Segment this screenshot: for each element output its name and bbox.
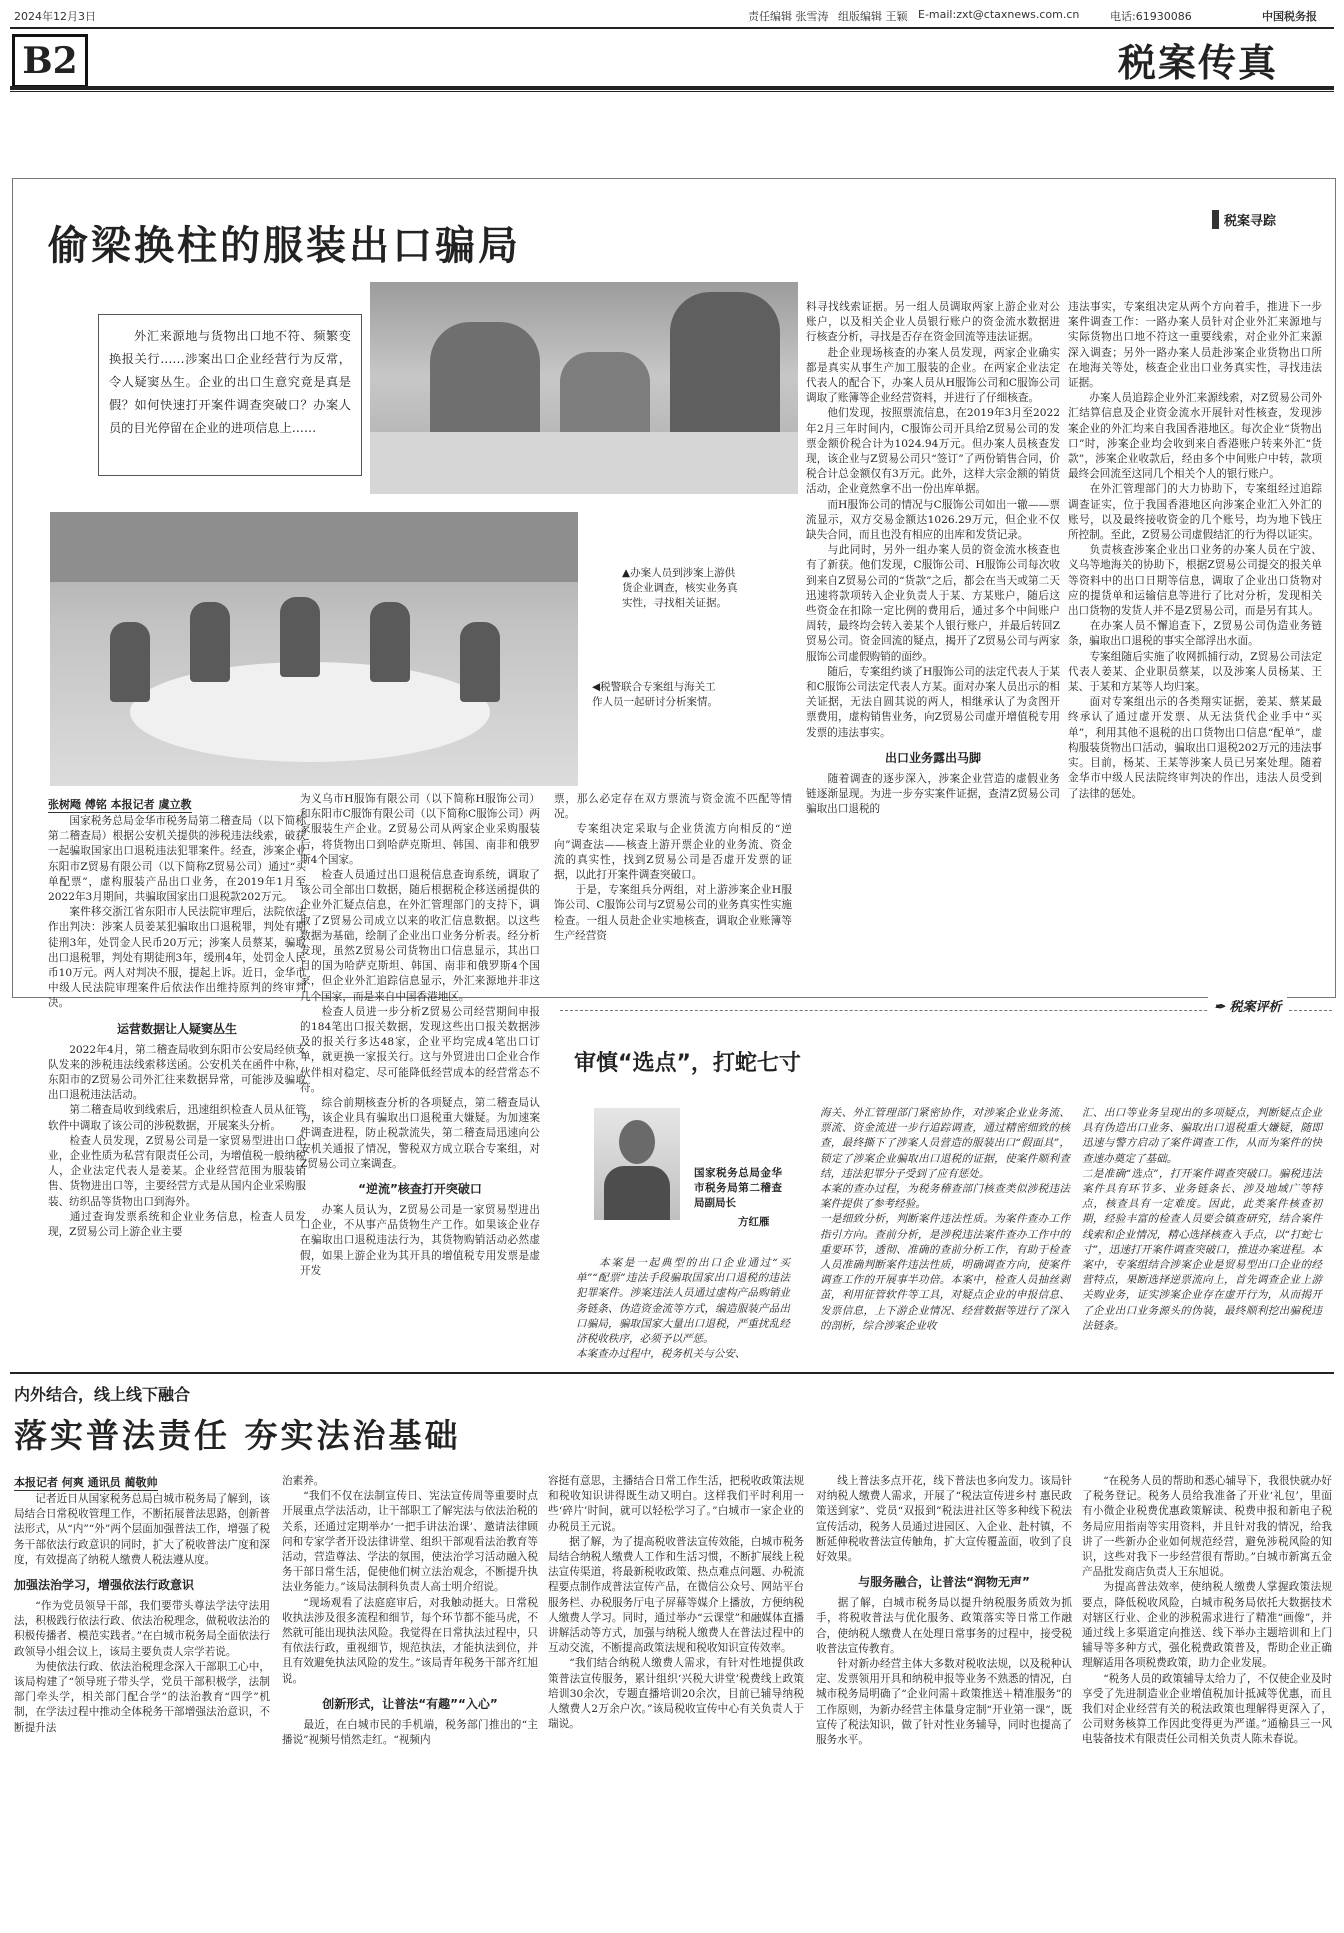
paragraph: 综合前期核查分析的各项疑点，第二稽查局认为，该企业具有骗取出口退税重大嫌疑。为加速案件调查进程，防止税款流失，第二稽查局迅速向公安机关通报了情况，警税双方成立联合专案组，对Z贸易公司立案调查。: [300, 1097, 540, 1170]
paragraph: 随后，专案组约谈了H服饰公司的法定代表人于某和C服饰公司法定代表人方某。面对办案人员出示的相关证据，无法自圆其说的两人，相继承认了为贪图开票费用，虚构销售业务，向Z贸易公司虚开增值税专用发票的违法事实。: [806, 665, 1060, 739]
paragraph: 专案组随后实施了收网抓捕行动，Z贸易公司法定代表人姜某、企业职员蔡某，以及涉案人员杨某、王某、于某和方某等人均归案。: [1068, 650, 1322, 694]
newspaper-name: 中国税务报: [1262, 10, 1317, 23]
page-number-box: [12, 34, 88, 88]
paragraph: 检查人员通过出口退税信息查询系统，调取了该公司全部出口数据，随后根据税企移送函提供的企业外汇疑点信息，在外汇管理部门的支持下，调取了Z贸易公司成立以来的收汇信息数据。以这些数据为基础，绘制了企业出口业务分析表。经分析发现，虽然Z贸易公司货物出口信息显示，其出口目的国为哈萨克斯坦、韩国、南非和俄罗斯4个国家，但企业外汇追踪信息显示，外汇来源地并非这几个国家，而是来自中国香港地区。: [300, 869, 540, 1003]
issue-date: 2024年12月3日: [14, 10, 96, 23]
paragraph: 负责核查涉案企业出口业务的办案人员在宁波、义乌等地海关的协助下，根据Z贸易公司提交的报关单等资料中的出口日期等信息，调取了企业出口货物对应的提货单和运输信息等进行了比对分析，发现相关出口货物的发货人并不是Z贸易公司，而是另有其人。: [1068, 544, 1322, 618]
article2-column-3: [548, 1474, 804, 1924]
column-tag: 税案寻踪: [1212, 210, 1276, 229]
subheading: 运营数据让人疑窦丛生: [116, 1021, 237, 1036]
lead-text: 外汇来源地与货物出口地不符、频繁变换报关行……涉案出口企业经营行为反常，令人疑窦丛生。企业的出口生意究竟是真是假？如何快速打开案件调查突破口？办案人员的目光停留在企业的进项信息上……: [109, 329, 351, 435]
article-column-1: [48, 814, 306, 1354]
paragraph: 检查人员进一步分析Z贸易公司经营期间申报的184笔出口报关数据，发现这些出口报关数据涉及的报关行多达48家，企业平均完成4笔出口订单，就更换一家报关行。这与外贸进出口企业合作伙伴相对稳定、尽可能降低经营成本的经营常态不符。: [300, 1005, 540, 1094]
page-number: B2: [22, 40, 78, 82]
paragraph: 第二稽查局收到线索后，迅速组织检查人员从征管软件中调取了该公司的涉税数据，开展案头分析。: [48, 1104, 306, 1132]
subheading: 出口业务露出马脚: [884, 750, 981, 765]
photo-caption-2: ◀税警联合专案组与海关工作人员一起研讨分析案情。: [592, 681, 718, 708]
article-column-5: [1068, 300, 1322, 988]
layout-editor: 组版编辑 王颖: [838, 10, 908, 23]
editor-phone: 电话:61930086: [1110, 10, 1192, 23]
paragraph: “我们结合纳税人缴费人需求，有针对性地提供政策普法宣传服务，累计组织‘兴税大讲堂’税费线上政策培训30余次，专题直播培训20余次，目前已辅导纳税人缴费人2万余户次。”该局税收宣传中心有关负责人于瑞说。: [548, 1657, 804, 1731]
paragraph: 2022年4月，第二稽查局收到东阳市公安局经侦支队发来的涉税违法线索移送函。公安机关在函件中称，东阳市的Z贸易公司外汇往来数据异常，可能涉及骗取出口退税违法活动。: [48, 1043, 306, 1102]
paragraph: 与此同时，另外一组办案人员的资金流水核查也有了新获。他们发现，C服饰公司、H服饰公司每次收到来自Z贸易公司的“货款”之后，都会在当天或第二天迅速将款项转入企业负责人于某、方某账户，随后这些资金在扣除一定比例的费用后，通过多个中间账户周转，最终均会转入姜某个人银行账户，并最后转回Z贸易公司。资金回流的疑点，揭开了Z贸易公司与两家服饰公司虚假购销的面纱。: [806, 544, 1060, 663]
header-rule: [10, 27, 1334, 29]
subheading: 与服务融合，让普法“润物无声”: [858, 1575, 1030, 1590]
editor-email: E-mail:zxt@ctaxnews.com.cn: [918, 8, 1080, 21]
paragraph: 料寻找线索证据。另一组人员调取两家上游企业对公账户，以及相关企业人员银行账户的资金流水数据进行核查分析，寻找是否存在资金回流等违法证据。: [806, 301, 1060, 344]
paragraph: “我们不仅在法制宣传日、宪法宣传周等重要时点开展重点学法活动，让干部职工了解宪法与依法治税的关系，还通过定期举办‘一把手讲法治课’、邀请法律顾问和专家学者开设法律讲堂、组织干部观看法治教育等活动，营造尊法、学法的氛围，使法治学习活动融入税务干部日常生活，促使他们树立法治观念，不断提升执法业务能力。”该局法制科负责人高士明介绍说。: [282, 1490, 538, 1594]
photo-investigation: [370, 282, 798, 494]
paragraph: 容挺有意思，主播结合日常工作生活，把税收政策法规和税收知识讲得既生动又明白。这样我们平时利用一些‘碎片’时间，就可以轻松学习了。”白城市一家企业的办税员王元说。: [548, 1475, 804, 1533]
article2-column-5: [1082, 1474, 1332, 1924]
subheading: 创新形式，让普法“有趣”“入心”: [322, 1696, 498, 1711]
commentary-tag: [1208, 996, 1287, 1015]
article2-column-2: [282, 1474, 538, 1924]
paragraph: 于是，专案组兵分两组，对上游涉案企业H服饰公司、C服饰公司与Z贸易公司的业务真实性实施检查。一组人员赴企业实地核查，调取企业账簿等生产经营资: [554, 884, 792, 942]
paragraph: 在外汇管理部门的大力协助下，专案组经过追踪调查证实，位于我国香港地区向涉案企业汇入外汇的账号，以及最终接收资金的几个账号，均为地下钱庄所控制。至此，Z贸易公司虚假结汇的行为得以证实。: [1068, 483, 1322, 542]
paragraph: 汇、出口等业务呈现出的多项疑点，判断疑点企业具有伪造出口业务、骗取出口退税重大嫌疑，随即迅速与警方启动了案件调查工作，从而为案件的快查速办奠定了基础。 二是准确“选点”，打开案件调查突破口。骗税违法案件具有环节多、业务链条长、涉及地域广等特点，核查具有一定难度。因此，此类案件核查初期，经验丰富的检查人员要会镇查研究，结合案件线索和企业情况，精心选择核查入手点，以“打蛇七寸”，迅速打开案件调查突破口，推进办案进程。本案中，专案组结合涉案企业是贸易型出口企业的经营特点，果断选择逆票流向上，首先调查企业上游关购业务，证实涉案企业存在虚开行为，从而揭开了企业出口业务源头的伪装，最终顺利挖出骗税违法链条。: [1082, 1107, 1322, 1332]
paragraph: 治素养。: [282, 1475, 325, 1487]
paragraph: 针对新办经营主体大多数对税收法规，以及税种认定、发票领用开具和纳税申报等业务不熟悉的情况，白城市税务局明确了“企业问需＋政策推送＋精准服务”的工作原则，为新办经营主体量身定制“开业第一课”，既宣传了税法知识，做了针对性业务辅导，同时也提高了服务水平。: [816, 1658, 1072, 1747]
subheading: “逆流”核查打开突破口: [358, 1182, 482, 1197]
paragraph: 赴企业现场核查的办案人员发现，两家企业确实都是真实从事生产加工服装的企业。在两家企业法定代表人的配合下，办案人员从H服饰公司和C服饰公司调取了账簿等企业经营资料，并进行了仔细核查。: [806, 346, 1060, 405]
paragraph: 为义乌市H服饰有限公司（以下简称H服饰公司）和东阳市C服饰有限公司（以下简称C服饰公司）两家服装生产企业。Z贸易公司从两家企业采购服装后，将货物出口到哈萨克斯坦、韩国、南非和俄罗斯4个国家。: [300, 793, 540, 866]
article-column-2: [300, 792, 540, 1358]
paragraph: 专案组决定采取与企业货流方向相反的“逆向”调查法——核查上游开票企业的业务流、资金流的真实性，找到Z贸易公司是否虚开发票的证据，以此打开案件调查突破口。: [554, 823, 792, 882]
commentary-column-3: [1082, 1106, 1322, 1356]
photo-figure: [110, 622, 150, 702]
article2-byline: 本报记者 何爽 通讯员 蔺敬帅: [14, 1476, 158, 1489]
author-photo: [594, 1108, 680, 1220]
paragraph: 而H服饰公司的情况与C服饰公司如出一辙——票流显示，双方交易金额达1026.29万元，但企业不仅缺失合同，而且也没有相应的出库和发货记录。: [806, 498, 1060, 542]
paragraph: “作为党员领导干部，我们要带头尊法学法守法用法，积极践行依法行政、依法治税理念，做税收法治的积极传播者、模范实践者。”在白城市税务局全面依法行政领导小组会议上，该局主要负责人宗学若说。: [14, 1600, 270, 1658]
author-shoulders: [604, 1166, 670, 1220]
author-name: 方红雁: [738, 1216, 770, 1228]
paragraph: 本案是一起典型的出口企业通过“买单”“配票”违法手段骗取国家出口退税的违法犯罪案件。涉案违法人员通过虚构产品购销业务链条、伪造资金流等方式，编造服装产品出口骗局，骗取国家大量出口退税，严重扰乱经济税收秩序，必须予以严惩。 本案查办过程中，税务机关与公安、: [576, 1257, 790, 1361]
article2-column-1: [14, 1492, 270, 1922]
commentary-title: 审慎“选点”，打蛇七寸: [574, 1051, 801, 1076]
subheading: 加强法治学习，增强依法行政意识: [14, 1578, 195, 1593]
byline: 张树飏 傅铭 本报记者 虞立教: [48, 798, 192, 811]
article2-title: 落实普法责任 夯实法治基础: [14, 1416, 461, 1455]
article-column-3: [554, 792, 792, 988]
paragraph: 案件移交浙江省东阳市人民法院审理后，法院依法作出判决：涉案人员姜某犯骗取出口退税罪，判处有期徒刑3年，处罚金人民币20万元；涉案人员蔡某，骗取出口退税罪，判处有期徒刑3年，缓刑4年，处罚金人民币10万元。两人对判决不服，提起上诉。近日，金华市中级人民法院审理案件后依法作出维持原判的终审判决。: [48, 906, 306, 1010]
article-column-4: [806, 300, 1060, 988]
photo-figure: [190, 602, 230, 682]
paragraph: 随着调查的逐步深入，涉案企业营造的虚假业务链逐渐显现。为进一步夯实案件证据，查清Z贸易公司骗取出口退税的: [806, 772, 1060, 816]
article-title: 偷梁换柱的服装出口骗局: [48, 223, 521, 269]
author-head: [619, 1120, 655, 1164]
paragraph: 通过查询发票系统和企业业务信息，检查人员发现，Z贸易公司上游企业主要: [48, 1210, 306, 1239]
section-name: 税案传真: [1118, 40, 1279, 85]
photo-desk: [370, 432, 798, 494]
paragraph: 在办案人员不懈追查下，Z贸易公司伪造业务链条，骗取出口退税的事实全部浮出水面。: [1068, 620, 1322, 648]
paragraph: 他们发现，按照票流信息，在2019年3月至2022年2月三年时间内，C服饰公司开具给Z贸易公司的发票金额价税合计为1024.94万元。但办案人员核查发现，该企业与Z贸易公司只“签订”了两份销售合同，价税合计总金额仅有3万元。此外，这样大宗金额的销货活动，企业竟然拿不出一份出库单据。: [806, 407, 1060, 496]
paragraph: 办案人员追踪企业外汇来源线索，对Z贸易公司外汇结算信息及企业资金流水开展针对性核查，发现涉案企业的外汇均来自我国香港地区。每次企业“货物出口”时，涉案企业均会收到来自香港账户转来外汇“货款”，涉案企业收款后，经由多个中间账户中转，款项最终会回流至这同几个相关个人的银行账户。: [1068, 392, 1322, 481]
header-thin-rule: [10, 91, 1334, 92]
paragraph: 票，那么必定存在双方票流与资金流不匹配等情况。: [554, 793, 792, 821]
paragraph: 为提高普法效率，使纳税人缴费人掌握政策法规要点，降低税收风险，白城市税务局依托大数据技术对辖区行业、企业的涉税需求进行了精准“画像”，并通过线上多渠道定向推送、线下举办主题培训和上门辅导等多种方式，强化税费政策普及，帮助企业正确理解适用各项税费政策，助力企业发展。: [1082, 1581, 1332, 1670]
photo-wall: [50, 512, 578, 582]
author-org: 国家税务总局金华市税务局第二稽查局副局长: [694, 1167, 782, 1209]
lead-box: [98, 314, 362, 476]
article2-kicker: 内外结合，线上线下融合: [14, 1385, 191, 1404]
commentary-tag-label: 税案评析: [1229, 1000, 1282, 1015]
section-divider: [10, 1372, 1334, 1374]
paragraph: 国家税务总局金华市税务局第二稽查局（以下简称第二稽查局）根据公安机关提供的涉税违法线索，破获一起骗取国家出口退税违法犯罪案件。经查，涉案企业东阳市Z贸易有限公司（以下简称Z贸易公司）通过“买单配票”，虚构服装产品出口业务，在2019年1月至2022年3月期间，共骗取国家出口退税款202万元。: [48, 815, 306, 904]
paragraph: 据了解，为了提高税收普法宣传效能，白城市税务局结合纳税人缴费人工作和生活习惯，不断扩展线上税法宣传渠道，将最新税收政策、热点难点问题、办税流程要点制作成普法宣传产品，在微信公众号、网站平台服务栏、办税服务厅电子屏幕等媒介上播放，方便纳税人缴费人学习。同时，通过举办“云课堂”和融媒体直播讲解活动等方式，加强与纳税人缴费人在普法过程中的互动交流，不断提高政策法规和税收知识宣传效率。: [548, 1535, 804, 1655]
paragraph: 记者近日从国家税务总局白城市税务局了解到，该局结合日常税收管理工作，不断拓展普法思路，创新普法形式，从“内”“外”两个层面加强普法工作，增强了税务干部依法行政意识的同时，扩大了税收普法广度和深度，有效提高了纳税人缴费人税法遵从度。: [14, 1493, 270, 1566]
paragraph: 为使依法行政、依法治税理念深入干部职工心中，该局构建了“领导班子带头学，党员干部积极学，法制部门牵头学，相关部门配合学”的法治教育“四学”机制，在学法过程中推动全体税务干部增强法治意识，不断提升法: [14, 1660, 270, 1734]
paragraph: 最近，在白城市民的手机端，税务部门推出的“主播说”视频号悄然走红。“视频内: [282, 1718, 538, 1747]
paragraph: 据了解，白城市税务局以提升纳税服务质效为抓手，将税收普法与优化服务、政策落实等日常工作融合，使纳税人缴费人在处理日常事务的过程中，接受税收普法宣传教育。: [816, 1597, 1072, 1655]
photo-figure: [370, 602, 410, 682]
photo-table: [130, 662, 490, 762]
paragraph: “税务人员的政策辅导太给力了，不仅使企业及时享受了先进制造业企业增值税加计抵减等优惠，而且我们对企业经营有关的税法政策也理解得更深入了，公司财务核算工作因此变得更为严谨。”通榆县三一风电装备技术有限责任公司相关负责人陈未春说。: [1082, 1672, 1332, 1746]
photo-meeting: [50, 512, 578, 786]
responsible-editor: 责任编辑 张雪涛: [748, 10, 829, 23]
paragraph: 检查人员发现，Z贸易公司是一家贸易型进出口企业，企业性质为私营有限责任公司，为增值税一般纳税人，企业法定代表人是姜某。企业经营范围为服装销售、货物进出口等，主要经营方式是从国内企业采购服装、纺织品等货物出口到海外。: [48, 1134, 306, 1208]
photo-caption-1: ▲办案人员到涉案上游供货企业调查，核实业务真实性，寻找相关证据。: [622, 567, 738, 609]
header-thick-rule: [10, 86, 1334, 90]
paragraph: 办案人员认为，Z贸易公司是一家贸易型进出口企业，不从事产品货物生产工作。如果该企业存在骗取出口退税违法行为，其货物购销活动必然虚假，如果上游企业为其开具的增值税专用发票是虚开发: [300, 1204, 540, 1277]
commentary-column-1: [576, 1256, 790, 1361]
photo-figure: [460, 622, 500, 702]
paragraph: 面对专案组出示的各类翔实证据，姜某、蔡某最终承认了通过虚开发票、从无法货代企业手中“买单”，利用其他不退税的出口货物出口信息“配单”，虚构服装货物出口活动，骗取出口退税202万元的违法事实。目前，杨某、王某等涉案人员已另案处理。随着金华市中级人民法院终审判决的作出，违法人员受到了法律的惩处。: [1068, 696, 1322, 800]
paragraph: 违法事实，专案组决定从两个方向着手，推进下一步案件调查工作：一路办案人员针对企业外汇来源地与实际货物出口地不符这一重要线索，对企业外汇来源深入调查；另外一路办案人员赴涉案企业货物出口所在地海关等处，核查企业出口业务真实性，寻找违法证据。: [1068, 301, 1322, 390]
feather-icon: ✒: [1214, 1000, 1225, 1015]
commentary-column-2: [820, 1106, 1070, 1356]
paragraph: “现场观看了法庭庭审后，对我触动挺大。日常税收执法涉及很多流程和细节，每个环节都不能马虎，不然就可能出现执法风险。我觉得在日常执法过程中，只有依法行政，重视细节，规范执法，才能执法到位，并且有效避免执法风险的发生。”该局青年税务干部齐红旭说。: [282, 1596, 538, 1685]
paragraph: “在税务人员的帮助和悉心辅导下，我很快就办好了税务登记。税务人员给我准备了开业‘礼包’，里面有小微企业税费优惠政策解读、税费申报和新电子税务局应用指南等实用资料，并且针对我的情况，给我讲了一些新办企业如何规范经营，避免涉税风险的知识，这些对我下一步经营很有帮助。”白城市新寓五金产品批发商店负责人王东旭说。: [1082, 1475, 1332, 1579]
article2-column-4: [816, 1474, 1072, 1924]
photo-figure: [280, 597, 320, 677]
paragraph: 海关、外汇管理部门紧密协作，对涉案企业业务流、票流、资金流进一步行追踪调查，通过精密细致的核查，最终撕下了涉案人员营造的服装出口“假面具”，锁定了涉案企业骗取出口退税的证据，使案件顺利查结，违法犯罪分子受到了应有惩处。 本案的查办过程，为税务稽查部门核查类似涉税违法案件提供了参考经验。 一是细致分析，判断案件违法性质。为案件查办工作指引方向。查前分析，是涉税违法案件查办工作中的重要环节，透彻、准确的查前分析工作，有助于检查人员准确判断案件违法性质，明确调查方向，使案件调查工作的开展事半功倍。本案中，检查人员抽丝剥茧，利用征管软件等工具，对疑点企业的申报信息、发票信息，上下游企业情况、经营数据等进行了深入的剖析，综合涉案企业收: [820, 1107, 1070, 1332]
paragraph: 线上普法多点开花，线下普法也多向发力。该局针对纳税人缴费人需求，开展了“税法宣传进乡村 惠民政策送到家”、党员“双报到”税法进社区等多种线下税法宣传活动，税务人员通过进园区、入企业、赴村镇，不断延伸税收普法宣传触角，扩大宣传覆盖面，收到了良好效果。: [816, 1475, 1072, 1564]
